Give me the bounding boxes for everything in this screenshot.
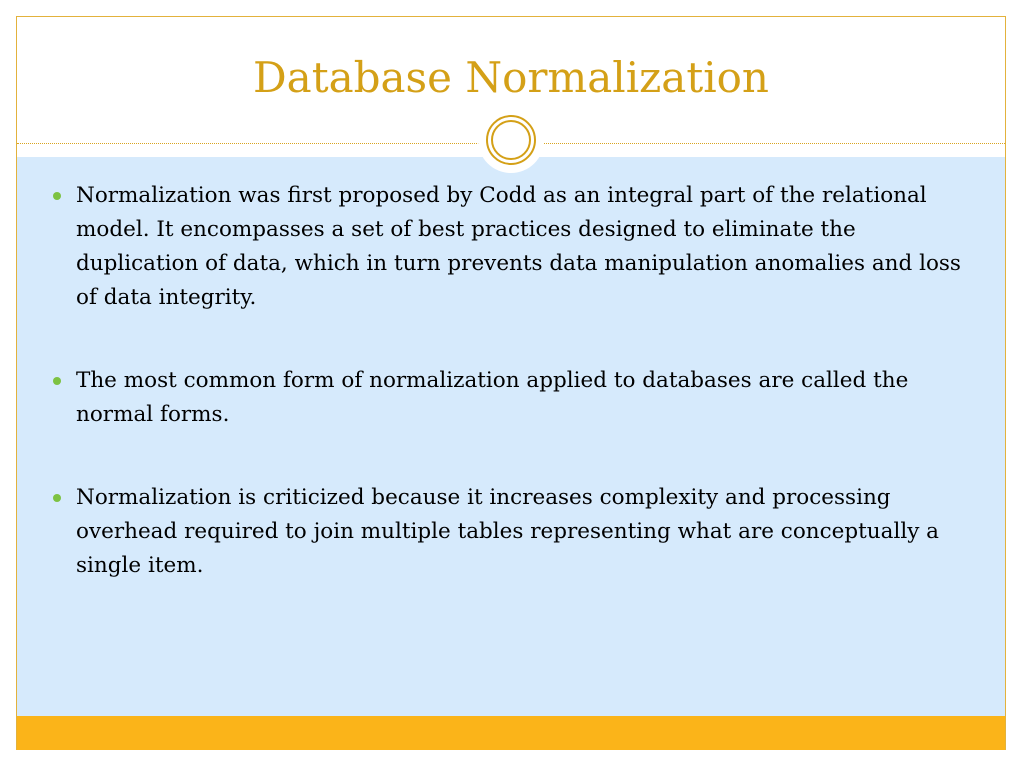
footer-bar bbox=[17, 716, 1005, 750]
bullet-text: Normalization was first proposed by Codd as an integral part of the relational model. It encompasses a set of best practices designed to eliminate the duplication of data, which in turn prevents data manipulation anomalies and loss of data integrity. bbox=[76, 183, 961, 310]
ornament-inner-ring bbox=[491, 120, 531, 160]
bullet-item bbox=[51, 481, 971, 583]
double-circle-ornament-icon bbox=[478, 107, 544, 173]
bullet-dot-icon bbox=[53, 494, 61, 502]
slide-title: Database Normalization bbox=[253, 53, 769, 102]
bullet-list bbox=[51, 179, 971, 632]
bullet-item bbox=[51, 179, 971, 315]
bullet-dot-icon bbox=[53, 192, 61, 200]
bullet-dot-icon bbox=[53, 377, 61, 385]
bullet-text: The most common form of normalization applied to databases are called the normal forms. bbox=[76, 368, 909, 427]
bullet-text: Normalization is criticized because it increases complexity and processing overhead required to join multiple tables representing what are conceptually a single item. bbox=[76, 485, 940, 578]
bullet-item bbox=[51, 364, 971, 432]
slide-frame bbox=[16, 16, 1006, 750]
